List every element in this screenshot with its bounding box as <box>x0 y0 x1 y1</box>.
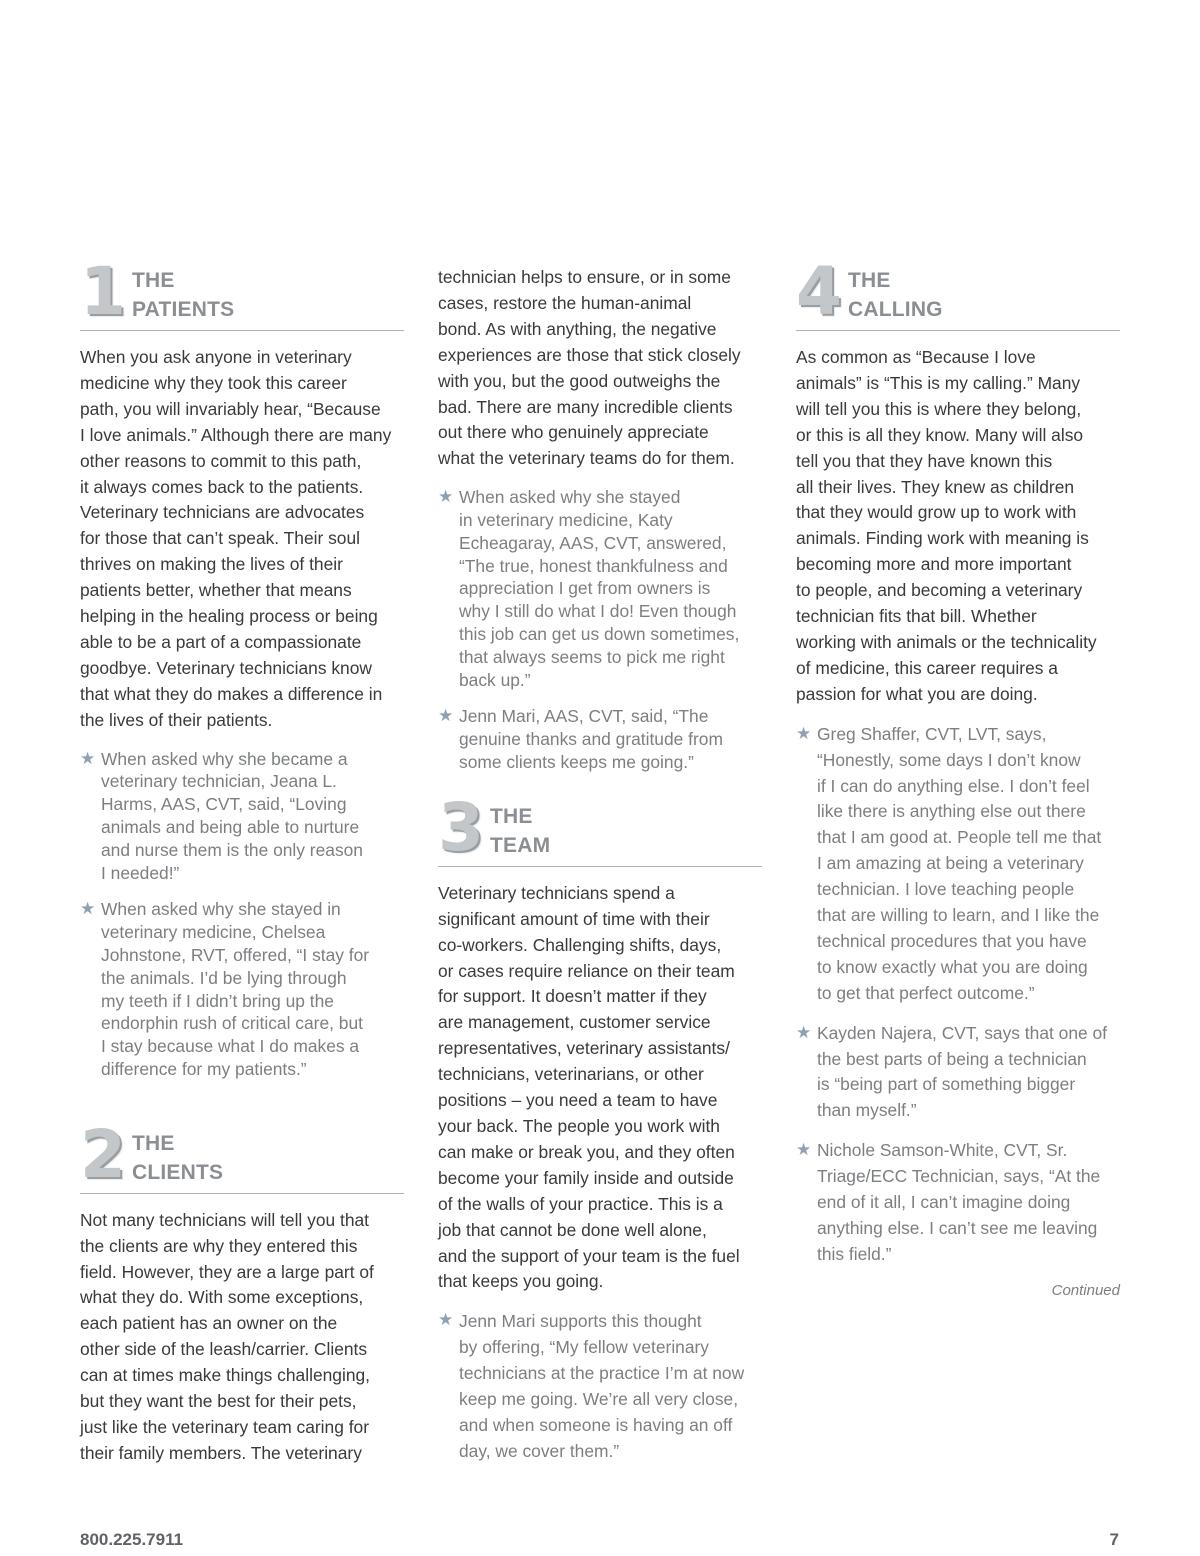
quote-text: Kayden Najera, CVT, says that one of the best parts of being a technician is “being part of something bigger than myself.” <box>817 1022 1108 1121</box>
section-number-2: 2 <box>80 1115 124 1193</box>
clients-body-continued: technician helps to ensure, or in some cases, restore the human-animal bond. As with anything, the negative experiences are those that stick closely with you, but the good outweighs the bad. There are many incredible clients out there who genuinely appreciate what the veterinary teams do for them. <box>438 267 741 469</box>
quote-samson-white <box>796 1138 1120 1268</box>
column-1 <box>80 253 404 1479</box>
section-number-1: 1 <box>80 253 124 330</box>
section-heading-calling <box>796 253 1120 331</box>
quote-text: Nichole Samson-White, CVT, Sr. Triage/ECC Technician, says, “At the end of it all, I can’t imagine doing anything else. I can’t see me leaving this field.” <box>817 1140 1101 1264</box>
section-number-3: 3 <box>438 788 482 866</box>
column-3 <box>796 253 1120 1299</box>
section-title-patients: THE PATIENTS <box>132 269 235 321</box>
clients-body: Not many technicians will tell you that the clients are why they entered this field. However, they are a large part of what they do. With some exceptions, each patient has an owner on the other side of the leash/carrier. Clients can at times make things challenging, but they want the best for their pets, just like the veterinary team caring for their family members. The veterinary <box>80 1209 374 1463</box>
star-icon: ★ <box>796 723 812 744</box>
star-icon: ★ <box>796 1022 812 1043</box>
column-2 <box>438 265 762 1479</box>
quote-najera <box>796 1021 1120 1125</box>
section-heading-patients <box>80 253 404 331</box>
quote-mari-team <box>438 1309 762 1464</box>
star-icon: ★ <box>796 1140 812 1161</box>
patients-body: When you ask anyone in veterinary medicine why they took this career path, you will invariably hear, “Because I love animals.” Although there are many other reasons to commit to this path, it always comes back to the patients. Veterinary technicians are advocates for those that can’t speak. Their soul thrives on making the lives of their patients better, whether that means helping in the healing process or being able to be a part of a compassionate goodbye. Veterinary technicians know that what they do makes a difference in the lives of their patients. <box>80 347 392 730</box>
star-icon: ★ <box>80 748 96 769</box>
quote-text: Jenn Mari, AAS, CVT, said, “The genuine thanks and gratitude from some clients keeps me going.” <box>459 706 723 773</box>
quote-text: Jenn Mari supports this thought by offering, “My fellow veterinary technicians at the practice I’m at now keep me going. We’re all very close, and when someone is having an off day, we cover them.” <box>459 1311 745 1461</box>
star-icon: ★ <box>438 706 454 727</box>
quote-harms <box>80 748 404 885</box>
section-heading-team <box>438 788 762 867</box>
calling-body: As common as “Because I love animals” is “This is my calling.” Many will tell you this is where they belong, or this is all they know. Many will also tell you that they have known this all their lives. They knew as children that they would grow up to work with animals. Finding work with meaning is becoming more and more important to people, and becoming a veterinary technician fits that bill. Whether working with animals or the technicality of medicine, this career requires a passion for what you are doing. <box>796 347 1097 704</box>
quote-text: When asked why she stayed in veterinary medicine, Chelsea Johnstone, RVT, offered, “I stay for the animals. I’d be lying through my teeth if I didn’t bring up the endorphin rush of critical care, but I stay because what I do makes a difference for my patients.” <box>101 899 370 1079</box>
section-title-calling: THE CALLING <box>848 269 943 321</box>
star-icon: ★ <box>438 487 454 508</box>
quote-echeagaray <box>438 486 762 691</box>
section-number-4: 4 <box>796 253 840 330</box>
quote-text: When asked why she became a veterinary technician, Jeana L. Harms, AAS, CVT, said, “Loving animals and being able to nurture and nurse them is the only reason I needed!” <box>101 748 363 883</box>
footer-phone: 800.225.7911 <box>80 1530 184 1549</box>
page-number: 7 <box>1109 1530 1119 1549</box>
quote-shaffer <box>796 722 1120 1007</box>
team-body: Veterinary technicians spend a significant amount of time with their co-workers. Challenging shifts, days, or cases require reliance on their team for support. It doesn’t matter if they are management, customer service representatives, veterinary assistants/ technicians, veterinarians, or other positions – you need a team to have your back. The people you work with can make or break you, and they often become your family inside and outside of the walls of your practice. This is a job that cannot be done well alone, and the support of your team is the fuel that keeps you going. <box>438 882 740 1292</box>
continued-label: Continued <box>1051 1281 1120 1299</box>
section-heading-clients <box>80 1115 404 1194</box>
quote-text: Greg Shaffer, CVT, LVT, says, “Honestly, some days I don’t know if I can do anything else. I don’t feel like there is anything else out there that I am good at. People tell me that I am amazing at being a veterinary technician. I love teaching people that are willing to learn, and I like the technical procedures that you have to know exactly what you are doing to get that perfect outcome.” <box>817 723 1102 1003</box>
quote-mari-clients <box>438 705 762 773</box>
quote-text: When asked why she stayed in veterinary medicine, Katy Echeagaray, AAS, CVT, answered, “The true, honest thankfulness and appreciation I get from owners is why I still do what I do! Even though this job can get us down sometimes, that always seems to pick me right back up.” <box>459 487 740 690</box>
star-icon: ★ <box>80 899 96 920</box>
quote-johnstone <box>80 898 404 1080</box>
star-icon: ★ <box>438 1310 454 1331</box>
section-title-clients: THE CLIENTS <box>132 1131 224 1184</box>
section-title-team: THE TEAM <box>490 804 551 857</box>
